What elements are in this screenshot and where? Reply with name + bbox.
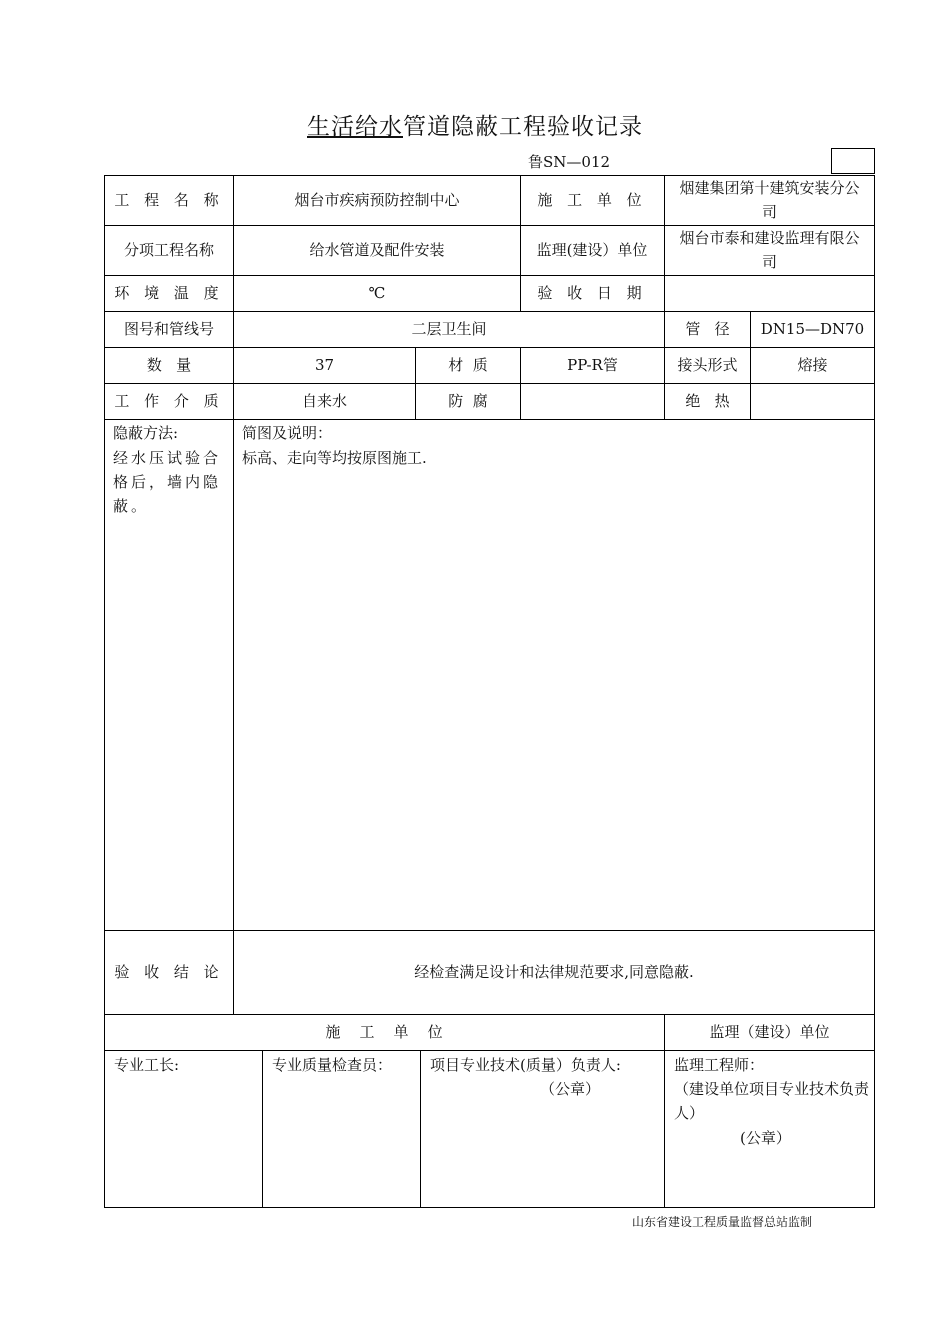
conclusion-label: 验 收 结 论 — [114, 963, 224, 981]
pipe-diameter-label: 管 径 — [685, 320, 730, 338]
supervision-unit-header: 监理（建设）单位 — [709, 1023, 830, 1041]
drawing-no-label: 图号和管线号 — [123, 320, 214, 338]
quantity-value: 37 — [314, 356, 335, 374]
form-code: 鲁SN—012 — [528, 153, 611, 171]
material-label: 材 质 — [448, 356, 488, 374]
joint-type-value: 熔接 — [797, 356, 828, 374]
anticorrosion-label: 防 腐 — [448, 392, 488, 410]
pipe-diameter-value: DN15—DN70 — [760, 320, 865, 338]
conclusion-text: 经检查满足设计和法律规范要求,同意隐蔽. — [414, 963, 694, 981]
subproject-value: 给水管道及配件安装 — [309, 241, 445, 259]
title-rest: 管道隐蔽工程验收记录 — [403, 114, 643, 140]
form-number-box — [831, 148, 875, 174]
medium-label: 工 作 介 质 — [114, 392, 224, 410]
material-value: PP-R管 — [567, 356, 618, 374]
tech-lead-seal: （公章） — [540, 1080, 601, 1098]
inspector-label: 专业质量检查员： — [272, 1056, 393, 1074]
acceptance-date-label: 验 收 日 期 — [537, 284, 647, 302]
joint-type-label: 接头形式 — [677, 356, 738, 374]
issuer-footer: 山东省建设工程质量监督总站监制 — [632, 1215, 813, 1229]
supervision-unit-value: 烟台市泰和建设监理有限公司 — [679, 229, 860, 271]
project-name-label: 工 程 名 称 — [114, 191, 224, 209]
method-label: 隐蔽方法: — [113, 424, 179, 442]
sketch-label: 简图及说明： — [242, 424, 333, 442]
acceptance-date-value — [665, 275, 874, 311]
supervisor-label: 监理工程师： — [674, 1056, 765, 1074]
foreman-label: 专业工长: — [114, 1056, 180, 1074]
supervision-unit-label: 监理(建设）单位 — [536, 241, 648, 259]
insulation-label: 绝 热 — [685, 392, 730, 410]
construction-unit-header: 施 工 单 位 — [325, 1023, 443, 1041]
title-underlined: 生活给水 — [307, 114, 403, 140]
drawing-no-value: 二层卫生间 — [411, 320, 487, 338]
supervisor-note: （建设单位项目专业技术负责人） — [674, 1080, 870, 1122]
medium-value: 自来水 — [301, 392, 347, 410]
construction-unit-value: 烟建集团第十建筑安装分公司 — [679, 179, 860, 221]
sketch-text: 标高、走向等均按原图施工. — [242, 449, 427, 467]
quantity-label: 数 量 — [146, 356, 192, 374]
env-temp-value: ℃ — [368, 284, 386, 302]
anticorrosion-value — [521, 383, 664, 419]
supervisor-seal: (公章） — [740, 1129, 791, 1147]
insulation-value — [751, 383, 874, 419]
tech-lead-label: 项目专业技术(质量）负责人: — [430, 1056, 621, 1074]
construction-unit-label: 施 工 单 位 — [537, 191, 647, 209]
project-name-value: 烟台市疾病预防控制中心 — [294, 191, 460, 209]
subproject-label: 分项工程名称 — [123, 241, 214, 259]
env-temp-label: 环 境 温 度 — [114, 284, 224, 302]
page-title — [0, 108, 950, 141]
method-text: 经水压试验合格后，墙内隐蔽。 — [113, 449, 222, 515]
